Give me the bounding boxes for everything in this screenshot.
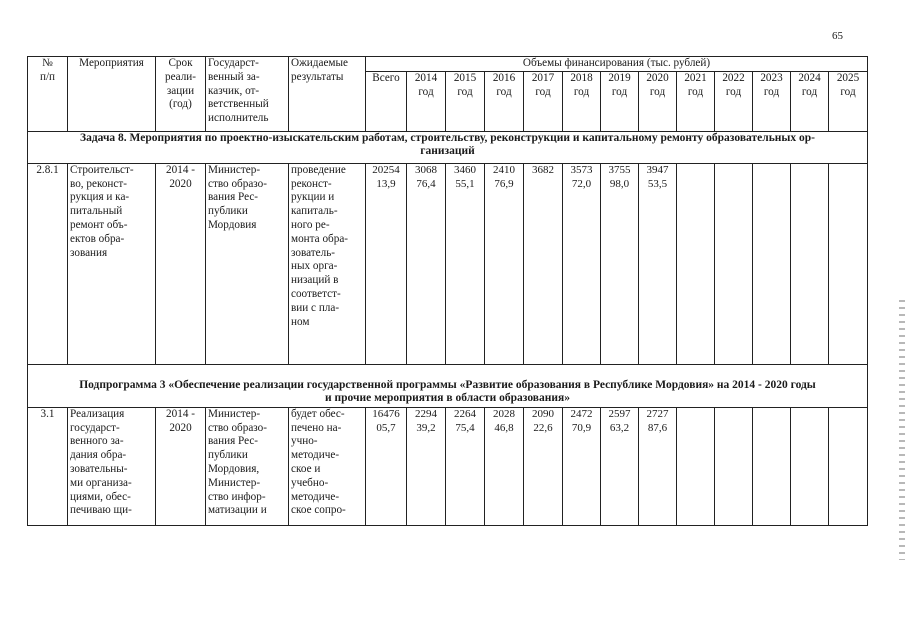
row-value-2016: 2410 76,9 (485, 163, 524, 364)
row-value-2014: 3068 76,4 (407, 163, 446, 364)
row-value-2019: 2597 63,2 (601, 407, 639, 525)
section-heading-task8: Задача 8. Мероприятия по проектно-изыскательским работам, строительству, реконструкции и капитальному ремонту образовательных ор- ганизаций (28, 131, 868, 163)
row-value-2025 (829, 407, 868, 525)
row-value-2017: 3682 (524, 163, 563, 364)
row-value-2023 (753, 163, 791, 364)
header-year-2024: 2024 год (791, 71, 829, 131)
header-term: Срок реали- зации (год) (156, 57, 206, 132)
row-value-2022 (715, 407, 753, 525)
header-funding-title: Объемы финансирования (тыс. рублей) (366, 57, 868, 72)
header-year-2015: 2015 год (446, 71, 485, 131)
header-year-2022: 2022 год (715, 71, 753, 131)
header-year-2017: 2017 год (524, 71, 563, 131)
section-heading-subprogram3: Подпрограмма 3 «Обеспечение реализации государственной программы «Развитие образования в Республике Мордовия» на 2014 - 2020 годы и прочие мероприятия в области образования» (28, 364, 868, 407)
header-year-total: Всего (366, 71, 407, 131)
header-year-2014: 2014 год (407, 71, 446, 131)
row-value-2015: 2264 75,4 (446, 407, 485, 525)
row-value-2020: 2727 87,6 (639, 407, 677, 525)
row-term: 2014 - 2020 (156, 163, 206, 364)
header-num: № п/п (28, 57, 68, 132)
row-value-2018: 2472 70,9 (563, 407, 601, 525)
row-value-2017: 2090 22,6 (524, 407, 563, 525)
row-value-2015: 3460 55,1 (446, 163, 485, 364)
row-customer: Министер- ство образо- вания Рес- публики Мордовия, Министер- ство инфор- матизации и (206, 407, 289, 525)
page-number: 65 (832, 30, 843, 42)
row-value-2025 (829, 163, 868, 364)
row-value-2021 (677, 163, 715, 364)
row-value-2021 (677, 407, 715, 525)
row-value-2016: 2028 46,8 (485, 407, 524, 525)
row-term: 2014 - 2020 (156, 407, 206, 525)
table-row (28, 407, 868, 525)
row-value-2022 (715, 163, 753, 364)
header-year-2023: 2023 год (753, 71, 791, 131)
row-value-2024 (791, 407, 829, 525)
scan-edge-artifact (899, 300, 905, 560)
header-year-2016: 2016 год (485, 71, 524, 131)
row-value-total: 20254 13,9 (366, 163, 407, 364)
row-expected: будет обес- печено на- учно- методиче- ское и учебно- методиче- ское сопро- (289, 407, 366, 525)
row-event: Реализация государст- венного за- дания обра- зовательны- ми организа- циями, обес- печиваю щи- (68, 407, 156, 525)
section-row-task8 (28, 131, 868, 163)
header-row-1 (28, 57, 868, 72)
row-value-total: 16476 05,7 (366, 407, 407, 525)
row-value-2023 (753, 407, 791, 525)
header-event: Мероприятия (68, 57, 156, 132)
row-value-2014: 2294 39,2 (407, 407, 446, 525)
section-row-subprogram3 (28, 364, 868, 407)
header-expected: Ожидаемые результаты (289, 57, 366, 132)
row-customer: Министер- ство образо- вания Рес- публики Мордовия (206, 163, 289, 364)
header-customer: Государст- венный за- казчик, от- ветственный исполнитель (206, 57, 289, 132)
header-year-2021: 2021 год (677, 71, 715, 131)
header-year-2025: 2025 год (829, 71, 868, 131)
row-value-2020: 3947 53,5 (639, 163, 677, 364)
row-num: 3.1 (28, 407, 68, 525)
row-event: Строительст- во, реконст- рукция и ка- питальный ремонт объ- ектов обра- зования (68, 163, 156, 364)
row-num: 2.8.1 (28, 163, 68, 364)
row-value-2019: 3755 98,0 (601, 163, 639, 364)
table-row (28, 163, 868, 364)
header-year-2019: 2019 год (601, 71, 639, 131)
row-value-2018: 3573 72,0 (563, 163, 601, 364)
row-value-2024 (791, 163, 829, 364)
funding-table (27, 56, 868, 526)
row-expected: проведение реконст- рукции и капиталь- ного ре- монта обра- зователь- ных орга- низаций в соответст- вии с пла- ном (289, 163, 366, 364)
header-year-2020: 2020 год (639, 71, 677, 131)
header-year-2018: 2018 год (563, 71, 601, 131)
